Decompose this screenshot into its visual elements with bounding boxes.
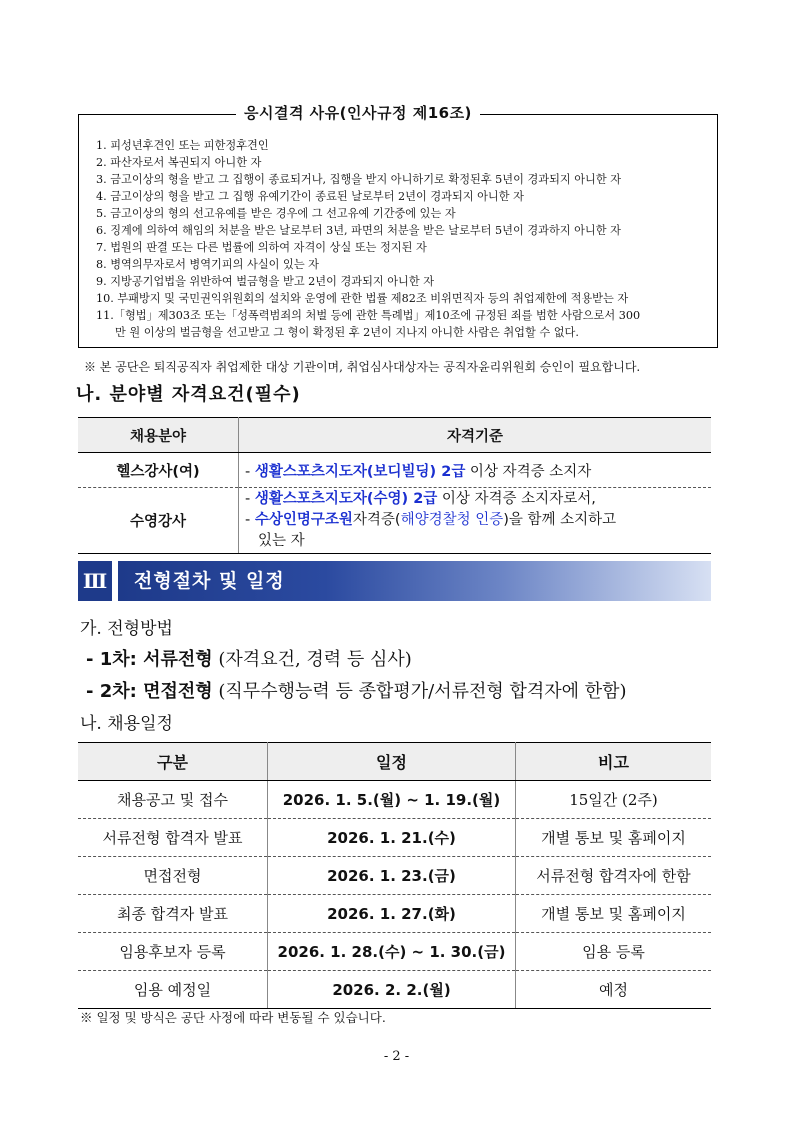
page-number: - 2 - [383, 1049, 410, 1064]
criteria-text: )을 함께 소지하고 [503, 512, 617, 528]
required-license: 생활스포츠지도자(수영) 2급 [254, 491, 438, 507]
schedule-note: 서류전형 합격자에 한함 [516, 857, 712, 895]
list-item: 5. 금고이상의 형의 선고유예를 받은 경우에 그 선고유예 기간중에 있는 자 [96, 207, 456, 220]
list-item: 9. 지방공기업법을 위반하여 벌금형을 받고 2년이 경과되지 아니한 자 [96, 275, 435, 288]
section-title: 전형절차 및 일정 [134, 570, 285, 592]
schedule-heading: 나. 채용일정 [80, 714, 173, 734]
schedule-note: 임용 등록 [516, 933, 712, 971]
step-description: (직무수행능력 등 종합평가/서류전형 합격자에 한함) [212, 681, 627, 702]
retired-official-note: ※ 본 공단은 퇴직공직자 취업제한 대상 기관이며, 취업심사대상자는 공직자윤리위원회 승인이 필요합니다. [84, 360, 641, 374]
schedule-item: 서류전형 합격자 발표 [78, 819, 268, 857]
table-row [78, 895, 711, 933]
criteria-text: 이상 자격증 소지자 [465, 463, 592, 480]
dash: - [245, 463, 255, 480]
step-2 [86, 677, 627, 703]
criteria-cell [239, 453, 712, 488]
schedule-item: 임용 예정일 [78, 971, 268, 1009]
table-row [78, 971, 711, 1009]
list-item: 4. 금고이상의 형을 받고 그 집행 유예기간이 종료된 날로부터 2년이 경과되지 아니한 자 [96, 190, 524, 203]
step-label: - 2차: 면접전형 [86, 681, 213, 702]
section-banner [78, 561, 711, 601]
qualification-table [78, 417, 711, 554]
table-row [78, 488, 711, 554]
step-label: - 1차: 서류전형 [86, 649, 213, 670]
section-heading-qualifications: 나. 분야별 자격요건(필수) [76, 384, 301, 405]
list-item: 6. 징계에 의하여 해임의 처분을 받은 날로부터 3년, 파면의 처분을 받은 날로부터 5년이 경과하지 아니한 자 [96, 224, 621, 237]
required-license: 생활스포츠지도자(보디빌딩) 2급 [254, 463, 466, 480]
list-item: 11.「형법」제303조 또는「성폭력범죄의 처벌 등에 관한 특례법」제10조에 규정된 죄를 범한 사람으로서 300 [96, 309, 641, 322]
schedule-note: 예정 [516, 971, 712, 1009]
schedule-note: 15일간 (2주) [516, 781, 712, 819]
dash: - [245, 491, 255, 507]
step-description: (자격요건, 경력 등 심사) [212, 649, 412, 670]
criteria-cell [239, 488, 712, 554]
list-item: 만 원 이상의 벌금형을 선고받고 그 형이 확정된 후 2년이 지나지 아니한 사람은 취업할 수 없다. [115, 326, 579, 339]
column-header-field: 채용분야 [78, 418, 239, 453]
schedule-date: 2026. 1. 21.(수) [268, 819, 516, 857]
column-header: 비고 [516, 743, 712, 781]
list-item: 7. 법원의 판결 또는 다른 법률에 의하여 자격이 상실 또는 정지된 자 [96, 241, 427, 254]
schedule-item: 최종 합격자 발표 [78, 895, 268, 933]
schedule-item: 채용공고 및 접수 [78, 781, 268, 819]
schedule-note-text: ※ 일정 및 방식은 공단 사정에 따라 변동될 수 있습니다. [80, 1010, 386, 1025]
table-row [78, 781, 711, 819]
schedule-item: 임용후보자 등록 [78, 933, 268, 971]
dash: - [245, 512, 255, 528]
required-license: 수상인명구조원 [254, 512, 353, 528]
list-item: 3. 금고이상의 형을 받고 그 집행이 종료되거나, 집행을 받지 아니하기로 확정된후 5년이 경과되지 아니한 자 [96, 173, 622, 186]
schedule-note: 개별 통보 및 홈페이지 [516, 819, 712, 857]
table-row [78, 857, 711, 895]
list-item: 1. 피성년후견인 또는 피한정후견인 [96, 139, 269, 152]
column-header: 일정 [268, 743, 516, 781]
schedule-date: 2026. 1. 28.(수) ~ 1. 30.(금) [268, 933, 516, 971]
criteria-text: 이상 자격증 소지자로서, [437, 491, 596, 507]
schedule-note: 개별 통보 및 홈페이지 [516, 895, 712, 933]
list-item: 10. 부패방지 및 국민권익위원회의 설치와 운영에 관한 법률 제82조 비위면직자 등의 취업제한에 적용받는 자 [96, 292, 629, 305]
criteria-text: 자격증( [352, 512, 401, 528]
column-header-criteria: 자격기준 [239, 418, 712, 453]
step-1 [86, 645, 412, 671]
schedule-date: 2026. 1. 23.(금) [268, 857, 516, 895]
table-row [78, 453, 711, 488]
method-heading: 가. 전형방법 [80, 619, 173, 639]
field-cell: 수영강사 [78, 488, 239, 554]
table-row [78, 933, 711, 971]
column-header: 구분 [78, 743, 268, 781]
list-item: 8. 병역의무자로서 병역기피의 사실이 있는 자 [96, 258, 319, 271]
table-row [78, 819, 711, 857]
schedule-date: 2026. 2. 2.(월) [268, 971, 516, 1009]
schedule-date: 2026. 1. 27.(화) [268, 895, 516, 933]
list-item: 2. 파산자로서 복권되지 아니한 자 [96, 156, 262, 169]
disqualification-title: 응시결격 사유(인사규정 제16조) [236, 102, 480, 123]
criteria-text: 있는 자 [258, 533, 305, 549]
schedule-date: 2026. 1. 5.(월) ~ 1. 19.(월) [268, 781, 516, 819]
disqualification-list [96, 137, 716, 341]
schedule-table [78, 742, 711, 1009]
section-number: Ⅲ [78, 561, 112, 601]
field-cell: 헬스강사(여) [78, 453, 239, 488]
certifying-agency: 해양경찰청 인증 [400, 512, 504, 528]
schedule-item: 면접전형 [78, 857, 268, 895]
